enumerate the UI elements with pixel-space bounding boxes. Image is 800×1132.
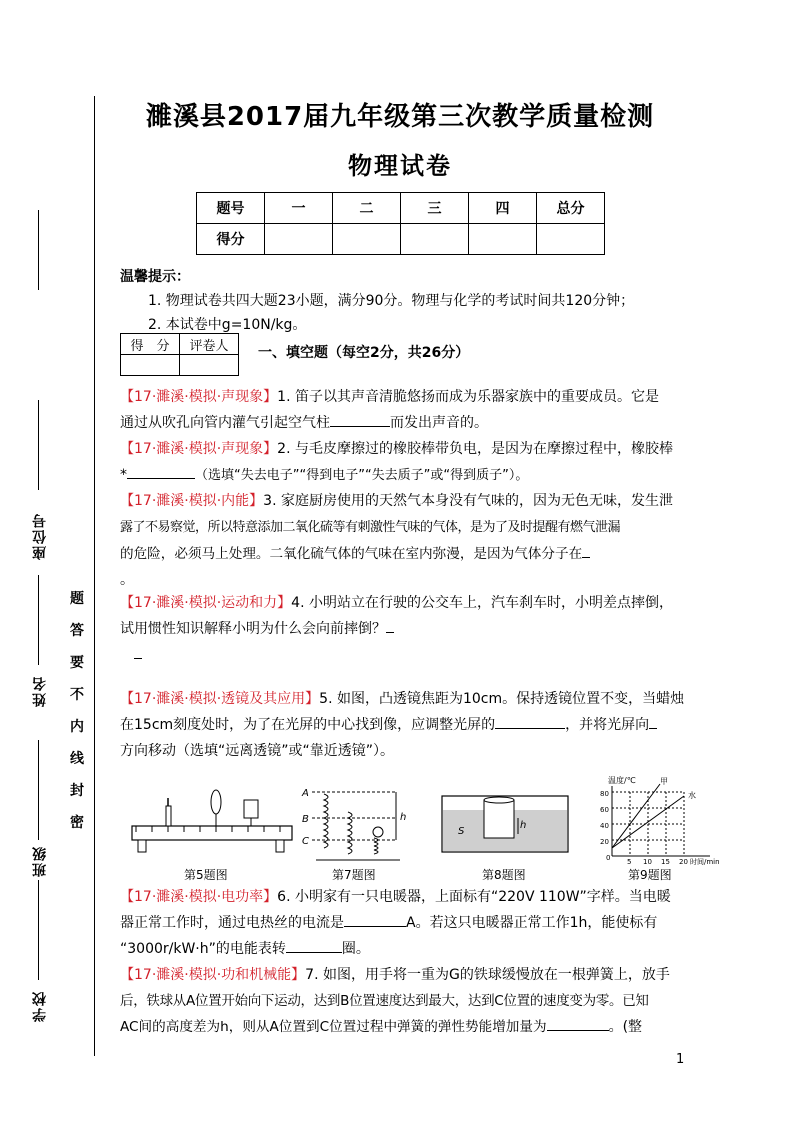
score-cell[interactable] [265,224,333,255]
fig9-series-label: 水 [688,791,696,800]
question-tag: 【17·濉溪·模拟·声现象】 [120,441,278,457]
question-tag: 【17·濉溪·模拟·运动和力】 [120,595,292,611]
answer-blank[interactable] [547,1016,609,1031]
fig9-ytick: 20 [600,838,609,846]
question-text: A。若这只电暖器正常工作1h，能使标有 [406,915,658,931]
grader-score-cell[interactable] [121,355,180,376]
question-text: 1. 笛子以其声音清脆悠扬而成为乐器家族中的重要成员。它是 [277,389,659,405]
question-text: 3. 家庭厨房使用的天然气本身没有气味的，因为无色无味，发生泄 [263,493,673,509]
figure-7-spring-diagram [300,782,410,862]
fig9-ylabel: 温度/℃ [608,776,636,785]
fig9-xtick: 15 [661,858,670,866]
fig8-label-s: S [458,826,465,837]
fig9-ytick: 60 [600,806,609,814]
score-header-cell: 二 [333,193,401,224]
answer-blank[interactable] [386,618,394,633]
margin-underline-1 [38,210,39,290]
fig7-label-a: A [302,788,309,799]
question-5 [120,686,695,764]
question-6 [120,884,695,962]
score-header-cell: 三 [401,193,469,224]
margin-label-seat: 座位号 [32,512,48,560]
answer-blank[interactable] [495,714,565,729]
seal-char: 题 [70,591,84,607]
question-text: （选填“失去电子”“得到电子”“失去质子”或“得到质子”）。 [195,468,529,483]
question-tag: 【17·濉溪·模拟·透镜及其应用】 [120,691,320,707]
question-text: “3000r/kW·h”的电能表转 [120,941,286,957]
seal-char: 线 [70,751,84,767]
figure-caption: 第9题图 [628,868,672,882]
seal-char: 要 [70,655,84,671]
score-table-score-row [197,224,605,255]
score-header-cell: 题号 [197,193,265,224]
score-row-label: 得分 [197,224,265,255]
fig8-label-h: h [520,820,527,831]
question-text: ，并将光屏向 [565,717,650,733]
answer-blank[interactable] [286,938,342,953]
seal-char: 答 [70,623,84,639]
score-table-header-row [197,193,605,224]
question-text: 的危险，必须马上处理。二氧化硫气体的气味在室内弥漫，是因为气体分子在 [120,546,583,562]
answer-blank[interactable] [127,464,195,479]
question-text: 7. 如图，用手将一重为G的铁球缓慢放在一根弹簧上，放手 [305,967,670,983]
question-1 [120,384,695,436]
fig9-ytick: 80 [600,790,609,798]
fig9-series-label: 甲 [660,777,668,786]
score-header-cell: 总分 [537,193,605,224]
question-text: 后，铁球从A位置开始向下运动，达到B位置速度达到最大，达到C位置的速度变为零。已知 [120,993,649,1009]
answer-blank[interactable] [649,714,657,729]
seal-char: 不 [70,687,84,703]
seal-char: 密 [70,815,84,831]
question-3 [120,488,695,593]
grader-table [120,333,239,376]
margin-underline-2 [38,400,39,490]
margin-underline-5 [38,880,39,980]
question-text: 5. 如图，凸透镜焦距为10cm。保持透镜位置不变，当蜡烛 [319,691,685,707]
score-table [196,192,605,255]
question-4 [120,590,695,668]
question-text: 试用惯性知识解释小明为什么会向前摔倒？ [120,621,386,637]
binding-line [94,96,95,1056]
score-cell[interactable] [537,224,605,255]
grader-score-label: 得 分 [121,334,180,355]
tips-item: 1. 物理试卷共四大题23小题，满分90分。物理与化学的考试时间共120分钟； [148,293,635,309]
answer-blank[interactable] [344,912,406,927]
question-tag: 【17·濉溪·模拟·声现象】 [120,389,278,405]
fig7-label-h: h [400,812,407,823]
fig9-xlabel: 时间/min [690,858,720,866]
fig7-label-c: C [302,836,309,847]
margin-underline-3 [38,575,39,665]
question-tag: 【17·濉溪·模拟·电功率】 [120,889,278,905]
score-cell[interactable] [469,224,537,255]
question-text: 而发出声音的。 [390,415,488,431]
question-text: 4. 小明站立在行驶的公交车上，汽车刹车时，小明差点摔倒， [291,595,673,611]
question-text: 方向移动（选填“远离透镜”或“靠近透镜”）。 [120,743,395,759]
question-tag: 【17·濉溪·模拟·内能】 [120,493,264,509]
exam-title: 濉溪县2017届九年级第三次教学质量检测 [145,102,655,132]
page-number: 1 [676,1052,685,1067]
figure-caption: 第5题图 [184,868,228,882]
question-text: 通过从吹孔向管内灌气引起空气柱 [120,415,330,431]
exam-subtitle: 物理试卷 [348,152,452,180]
score-cell[interactable] [333,224,401,255]
fig9-xtick: 20 [679,858,688,866]
question-text: 器正常工作时，通过电热丝的电流是 [120,915,344,931]
score-header-cell: 四 [469,193,537,224]
answer-blank[interactable] [582,543,590,558]
question-text: 在15cm刻度处时，为了在光屏的中心找到像，应调整光屏的 [120,717,496,733]
figure-8-container [440,792,570,856]
margin-label-name: 姓名 [32,675,48,707]
fig7-label-b: B [302,814,309,825]
fig9-xtick: 5 [627,858,632,866]
margin-underline-4 [38,740,39,840]
margin-label-class: 班级 [32,845,48,877]
seal-char: 内 [70,719,84,735]
tips-heading: 温馨提示： [120,269,190,285]
question-tag: 【17·濉溪·模拟·功和机械能】 [120,967,306,983]
fig9-ytick: 0 [606,854,611,862]
question-text: 。(整 [608,1019,643,1035]
question-7 [120,962,695,1040]
question-text: 6. 小明家有一只电暖器，上面标有“220V 110W”字样。当电暖 [277,889,671,905]
fig9-xtick: 10 [643,858,652,866]
question-text: 。 [120,572,134,588]
grader-name-label: 评卷人 [180,334,239,355]
section-heading: 一、填空题（每空2分，共26分） [258,345,470,361]
question-text: * [120,467,127,483]
fig9-ytick: 40 [600,822,609,830]
score-header-cell: 一 [265,193,333,224]
score-cell[interactable] [401,224,469,255]
grader-name-cell[interactable] [180,355,239,376]
answer-blank[interactable] [330,412,390,427]
answer-blank[interactable] [134,644,142,659]
question-2 [120,436,695,489]
margin-label-school: 学校 [32,990,48,1022]
tips-item: 2. 本试卷中g=10N/kg。 [148,317,307,333]
question-text: 2. 与毛皮摩擦过的橡胶棒带负电，是因为在摩擦过程中，橡胶棒 [277,441,673,457]
seal-char: 封 [70,783,84,799]
figure-5-optical-bench [128,784,298,856]
question-text: AC间的高度差为h，则从A位置到C位置过程中弹簧的弹性势能增加量为 [120,1019,547,1035]
figure-9-temperature-graph [598,774,728,866]
question-text: 露了不易察觉，所以特意添加二氧化硫等有刺激性气味的气体，是为了及时提醒有燃气泄漏 [120,520,621,535]
figure-caption: 第8题图 [482,868,526,882]
question-text: 圈。 [341,941,370,957]
figure-caption: 第7题图 [332,868,376,882]
